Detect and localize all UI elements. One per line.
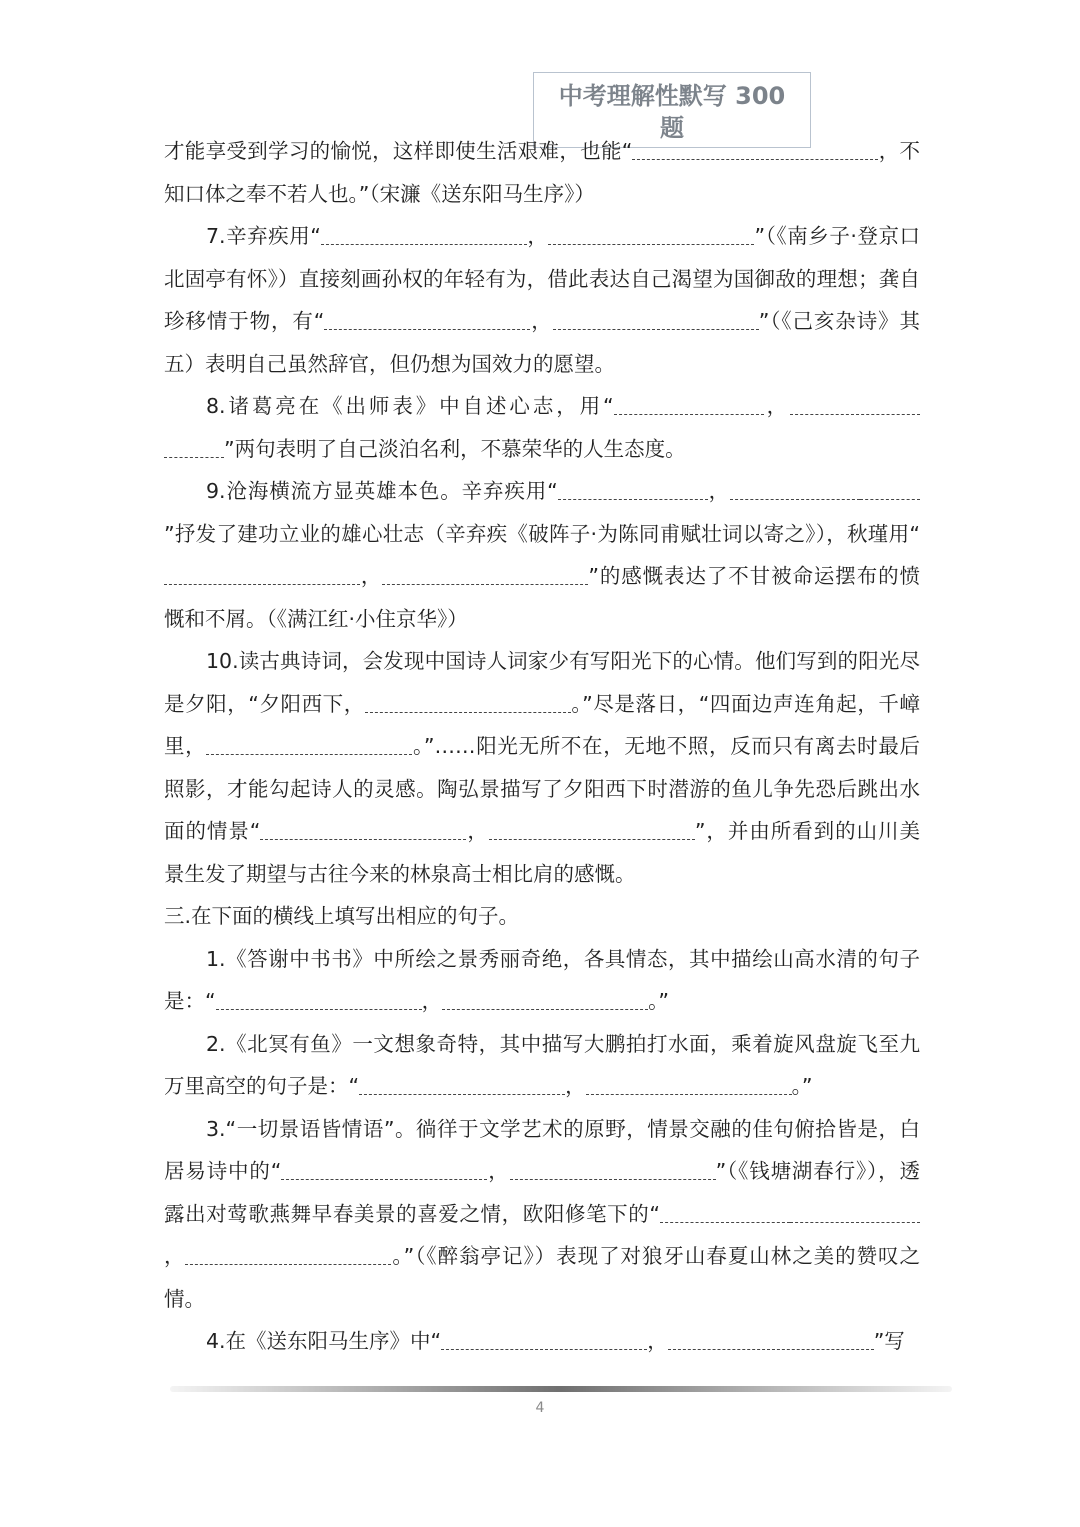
answer-blank[interactable] [324,309,530,331]
question-3-4: 4.在《送东阳马生序》中“ ， ”写 [206,1329,905,1353]
question-9: 9.沧海横流方显英雄本色。辛弃疾用“ ，”抒发了建功立业的雄心壮志（辛弃疾《破阵子·为陈同甫赋壮词以寄之》），秋瑾用“， ”的感慨表达了不甘被命运摆布的愤慨和不屑。（《满江红·小住京华》） [164,479,920,631]
question-8: 8.诸葛亮在《出师表》中自述心志，用“ ，”两句表明了自己淡泊名利，不慕荣华的人生态度。 [164,385,920,470]
answer-blank[interactable] [321,224,527,246]
question-7: 7.辛弃疾用“ ， ”（《南乡子·登京口北固亭有怀》）直接刻画孙权的年轻有为，借此表达自己渴望为国御敌的理想；龚自珍移情于物，有“ ， ”（《己亥杂诗》其五）表明自己虽然辞官，但仍想为国效力的愿望。 [164,224,920,376]
paragraph-continued: 才能享受到学习的愉悦，这样即使生活艰难，也能“ ，不知口体之奉不若人也。”（宋濂《送东阳马生序》） [164,139,921,206]
answer-blank[interactable] [216,989,422,1011]
document-body [164,130,920,1363]
answer-blank[interactable] [553,309,759,331]
question-10: 10.读古典诗词，会发现中国诗人词家少有写阳光下的心情。他们写到的阳光尽是夕阳，“夕阳西下， 。”尽是落日，“四面边声连角起，千嶂里， 。”……阳光无所不在，无地不照，反而只有离去时最后照影，才能勾起诗人的灵感。陶弘景描写了夕阳西下时潜游的鱼儿争先恐后跳出水面的情景“ ， ”，并由所看到的山川美景生发了期望与古往今来的林泉高士相比肩的感慨。 [164,649,921,886]
answer-blank[interactable] [441,1329,647,1351]
answer-blank[interactable] [359,1074,565,1096]
answer-blank[interactable] [730,479,860,501]
answer-blank[interactable] [382,564,588,586]
section-3-title: 三.在下面的横线上填写出相应的句子。 [164,904,520,928]
question-3-1: 1.《答谢中书书》中所绘之景秀丽奇绝，各具情态，其中描绘山高水清的句子是：“ ， 。” [164,946,920,1013]
answer-blank-wrap[interactable] [164,436,224,458]
answer-blank[interactable] [489,819,695,841]
answer-blank[interactable] [510,1159,716,1181]
answer-blank[interactable] [660,1201,790,1223]
answer-blank-wrap[interactable] [860,479,920,501]
answer-blank[interactable] [281,1159,487,1181]
document-title-line-2: 题 [660,114,684,142]
page-number: 4 [535,1400,545,1416]
answer-blank[interactable] [260,819,466,841]
answer-blank[interactable] [558,479,708,501]
document-title-line-1: 中考理解性默写 300 [558,82,786,110]
answer-blank[interactable] [185,1244,391,1266]
answer-blank[interactable] [548,224,754,246]
question-3-2: 2.《北冥有鱼》一文想象奇特，其中描写大鹏拍打水面，乘着旋风盘旋飞至九万里高空的句子是：“ ， 。” [164,1031,920,1098]
answer-blank[interactable] [668,1329,874,1351]
footer-divider [170,1386,952,1392]
answer-blank[interactable] [614,394,764,416]
answer-blank-wrap[interactable] [790,1201,920,1223]
answer-blank[interactable] [586,1074,792,1096]
answer-blank[interactable] [206,734,412,756]
answer-blank[interactable] [365,691,571,713]
answer-blank[interactable] [632,139,878,161]
answer-blank[interactable] [790,394,920,416]
answer-blank[interactable] [164,564,360,586]
answer-blank[interactable] [442,989,648,1011]
question-3-3: 3.“一切景语皆情语”。徜徉于文学艺术的原野，情景交融的佳句俯拾皆是，白居易诗中的“ ， ”（《钱塘湖春行》），透露出对莺歌燕舞早春美景的喜爱之情，欧阳修笔下的“， 。”（《醉翁亭记》）表现了对狼牙山春夏山林之美的赞叹之情。 [164,1116,921,1311]
